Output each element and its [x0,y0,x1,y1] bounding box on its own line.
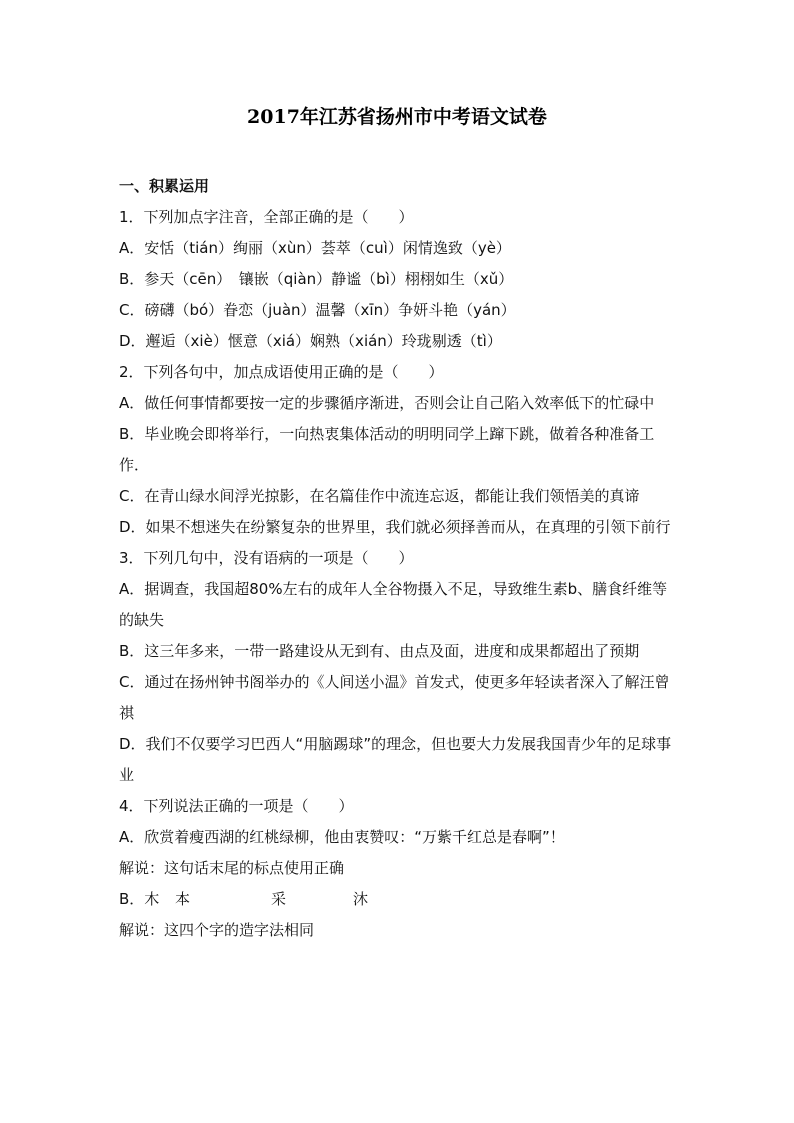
question-1-stem: 1．下列加点字注音，全部正确的是（ ） [119,208,414,226]
exam-content [119,171,679,946]
option-b-prefix: B．木 [119,890,160,908]
question-1-option-b: B．参天（cēn） 镶嵌（qiàn）静谧（bì）栩栩如生（xǔ） [119,270,514,288]
question-1-option-d: D．邂逅（xiè）惬意（xiá）娴熟（xián）玲珑剔透（tì） [119,332,502,350]
option-b-char: 采 [271,890,287,908]
option-b-char: 本 [175,890,191,908]
question-3-stem: 3．下列几句中，没有语病的一项是（ ） [119,549,414,567]
question-4-explain-b: 解说：这四个字的造字法相同 [119,921,315,939]
question-4-stem: 4．下列说法正确的一项是（ ） [119,797,354,815]
question-3-option-a: A．据调查，我国超80%左右的成年人全谷物摄入不足，导致维生素b、膳食纤维等的缺失 [119,580,668,629]
question-3-option-c: C．通过在扬州钟书阁举办的《人间送小温》首发式，使更多年轻读者深入了解汪曾祺 [119,673,670,722]
question-4-option-b [119,884,679,915]
exam-title: 2017年江苏省扬州市中考语文试卷 [247,106,547,128]
question-4-explain-a: 解说：这句话末尾的标点使用正确 [119,859,345,877]
question-2-option-d: D．如果不想迷失在纷繁复杂的世界里，我们就必须择善而从，在真理的引领下前行 [119,518,671,536]
question-1-option-c: C．磅礴（bó）眷恋（juàn）温馨（xīn）争妍斗艳（yán） [119,301,516,319]
question-3-option-d: D．我们不仅要学习巴西人“用脑踢球”的理念，但也要大力发展我国青少年的足球事业 [119,735,672,784]
question-2-stem: 2．下列各句中，加点成语使用正确的是（ ） [119,363,444,381]
question-1-option-a: A．安恬（tián）绚丽（xùn）荟萃（cuì）闲情逸致（yè） [119,239,511,257]
option-b-char: 沐 [353,890,369,908]
question-2-option-b: B．毕业晚会即将举行，一向热衷集体活动的明明同学上蹿下跳，做着各种准备工作． [119,425,655,474]
question-2-option-c: C．在青山绿水间浮光掠影，在名篇佳作中流连忘返，都能让我们领悟美的真谛 [119,487,640,505]
question-3-option-b: B．这三年多来，一带一路建设从无到有、由点及面，进度和成果都超出了预期 [119,642,640,660]
section-heading: 一、积累运用 [119,177,210,195]
question-2-option-a: A．做任何事情都要按一定的步骤循序渐进，否则会让自己陷入效率低下的忙碌中 [119,394,655,412]
question-4-option-a: A．欣赏着瘦西湖的红桃绿柳，他由衷赞叹：“万紫千红总是春啊”！ [119,828,565,846]
